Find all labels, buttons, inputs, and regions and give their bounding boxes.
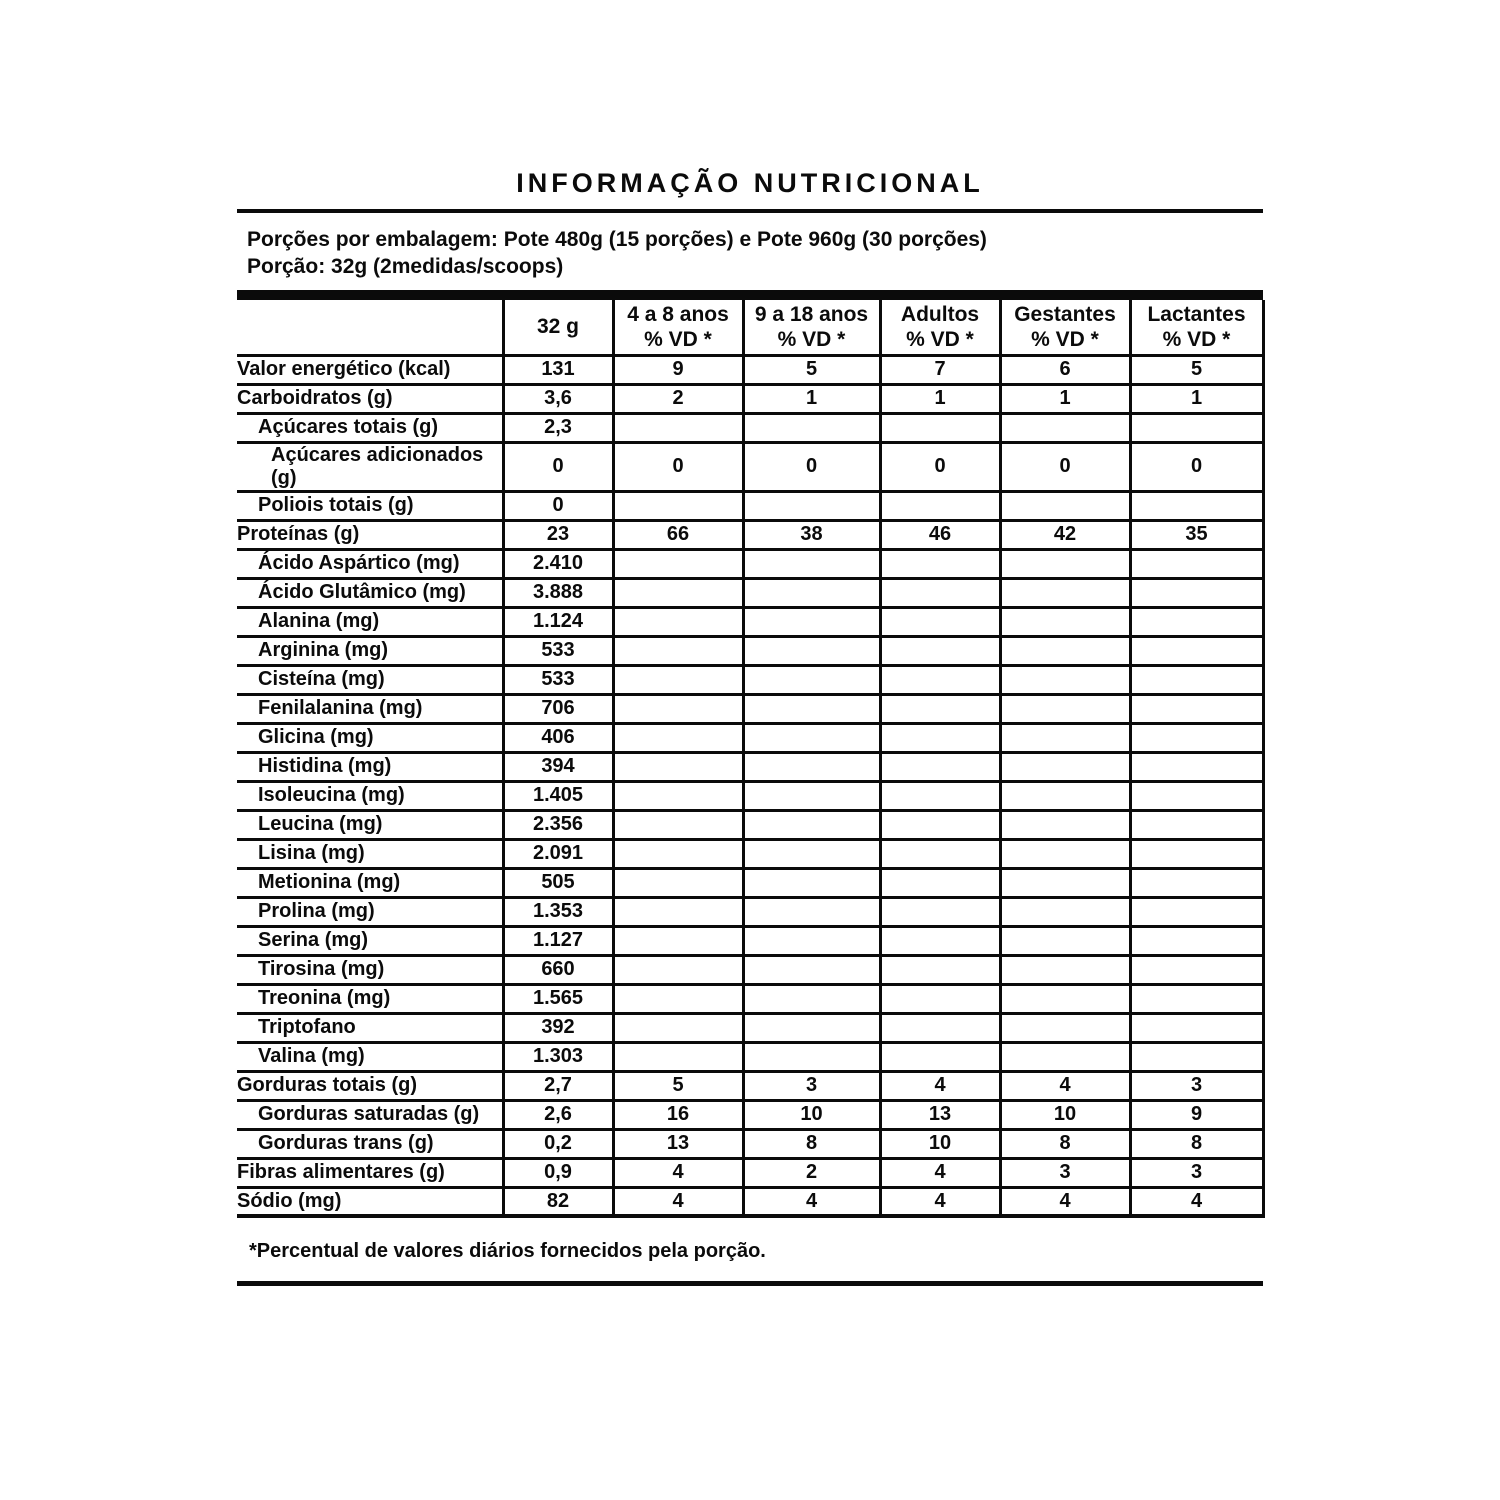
column-header-subtext: % VD * (1162, 327, 1231, 351)
column-header-text: Adultos (900, 302, 980, 326)
row-label: Gorduras saturadas (g) (237, 1100, 503, 1129)
row-label: Cisteína (mg) (237, 665, 503, 694)
value-cell: 0,2 (503, 1129, 613, 1158)
value-cell (613, 839, 743, 868)
value-cell: 82 (503, 1187, 613, 1216)
table-row (237, 781, 1263, 810)
value-cell (1000, 491, 1130, 520)
column-header-adultos (880, 300, 1000, 355)
value-cell (1000, 549, 1130, 578)
value-cell: 2,7 (503, 1071, 613, 1100)
value-cell (1130, 868, 1263, 897)
value-cell (743, 1013, 880, 1042)
value-cell: 660 (503, 955, 613, 984)
value-cell (1000, 413, 1130, 442)
value-cell: 9 (613, 355, 743, 384)
table-row (237, 1042, 1263, 1071)
value-cell: 35 (1130, 520, 1263, 549)
table-row (237, 1187, 1263, 1216)
table-row (237, 665, 1263, 694)
value-cell (613, 926, 743, 955)
value-cell (743, 955, 880, 984)
value-cell (880, 694, 1000, 723)
value-cell (880, 868, 1000, 897)
value-cell (613, 868, 743, 897)
value-cell (880, 491, 1000, 520)
table-row (237, 897, 1263, 926)
value-cell (880, 665, 1000, 694)
value-cell: 1 (880, 384, 1000, 413)
value-cell (1130, 955, 1263, 984)
value-cell (743, 810, 880, 839)
row-label: Carboidratos (g) (237, 384, 503, 413)
value-cell: 1 (1000, 384, 1130, 413)
value-cell: 2,3 (503, 413, 613, 442)
column-header-text: Gestantes (1014, 302, 1116, 326)
value-cell: 406 (503, 723, 613, 752)
column-header-label (237, 300, 503, 355)
value-cell (1000, 1013, 1130, 1042)
column-header-subtext: % VD * (777, 327, 846, 351)
footnote: *Percentual de valores diários fornecidos pela porção. (249, 1240, 766, 1262)
row-label: Triptofano (237, 1013, 503, 1042)
value-cell (613, 984, 743, 1013)
row-label: Fenilalanina (mg) (237, 694, 503, 723)
value-cell: 1.127 (503, 926, 613, 955)
value-cell (1000, 607, 1130, 636)
value-cell (880, 578, 1000, 607)
value-cell (743, 578, 880, 607)
value-cell: 4 (1130, 1187, 1263, 1216)
value-cell: 1.405 (503, 781, 613, 810)
value-cell: 3 (1130, 1071, 1263, 1100)
value-cell: 2.356 (503, 810, 613, 839)
row-label: Valina (mg) (237, 1042, 503, 1071)
value-cell (743, 694, 880, 723)
value-cell (743, 491, 880, 520)
value-cell: 5 (743, 355, 880, 384)
value-cell (1000, 694, 1130, 723)
table-row (237, 1100, 1263, 1129)
value-cell (880, 984, 1000, 1013)
value-cell (613, 897, 743, 926)
nutrition-table (237, 300, 1265, 1218)
value-cell: 0 (880, 442, 1000, 491)
bottom-divider (237, 1281, 1263, 1286)
table-row (237, 752, 1263, 781)
value-cell (1130, 578, 1263, 607)
value-cell: 7 (880, 355, 1000, 384)
value-cell: 505 (503, 868, 613, 897)
value-cell (1000, 1042, 1130, 1071)
table-row (237, 491, 1263, 520)
column-header-4-8-anos (613, 300, 743, 355)
table-row (237, 1129, 1263, 1158)
column-header-text: 9 a 18 anos (754, 302, 869, 326)
value-cell (613, 810, 743, 839)
value-cell: 4 (743, 1187, 880, 1216)
table-row (237, 413, 1263, 442)
value-cell (743, 549, 880, 578)
value-cell (1000, 636, 1130, 665)
table-row (237, 984, 1263, 1013)
value-cell (880, 752, 1000, 781)
value-cell (613, 549, 743, 578)
row-label: Leucina (mg) (237, 810, 503, 839)
value-cell: 1.124 (503, 607, 613, 636)
value-cell (880, 636, 1000, 665)
value-cell (743, 413, 880, 442)
value-cell (1130, 491, 1263, 520)
value-cell (1130, 1013, 1263, 1042)
value-cell: 38 (743, 520, 880, 549)
column-header-text: Lactantes (1147, 302, 1246, 326)
value-cell (743, 897, 880, 926)
value-cell: 8 (1130, 1129, 1263, 1158)
value-cell (743, 1042, 880, 1071)
value-cell: 2,6 (503, 1100, 613, 1129)
value-cell: 2 (613, 384, 743, 413)
column-header-lactantes (1130, 300, 1263, 355)
value-cell (1000, 723, 1130, 752)
row-label: Açúcares totais (g) (237, 413, 503, 442)
value-cell: 4 (613, 1187, 743, 1216)
value-cell: 13 (613, 1129, 743, 1158)
value-cell (880, 926, 1000, 955)
row-label: Gorduras trans (g) (237, 1129, 503, 1158)
value-cell (1130, 781, 1263, 810)
column-header-serving (503, 300, 613, 355)
table-row (237, 520, 1263, 549)
table-row (237, 810, 1263, 839)
value-cell: 2.410 (503, 549, 613, 578)
value-cell (1130, 1042, 1263, 1071)
value-cell: 5 (613, 1071, 743, 1100)
value-cell: 3 (743, 1071, 880, 1100)
value-cell: 0 (503, 442, 613, 491)
value-cell (880, 413, 1000, 442)
table-row (237, 549, 1263, 578)
value-cell (743, 839, 880, 868)
value-cell (743, 984, 880, 1013)
table-row (237, 926, 1263, 955)
value-cell: 13 (880, 1100, 1000, 1129)
value-cell: 2 (743, 1158, 880, 1187)
value-cell: 10 (743, 1100, 880, 1129)
value-cell (880, 810, 1000, 839)
value-cell: 0 (1000, 442, 1130, 491)
value-cell (743, 781, 880, 810)
value-cell (613, 665, 743, 694)
value-cell (613, 636, 743, 665)
value-cell (880, 955, 1000, 984)
value-cell: 1.353 (503, 897, 613, 926)
value-cell (743, 607, 880, 636)
value-cell: 1 (743, 384, 880, 413)
page-title: INFORMAÇÃO NUTRICIONAL (516, 168, 984, 198)
value-cell (613, 694, 743, 723)
servings-line-1: Porções por embalagem: Pote 480g (15 porções) e Pote 960g (30 porções) (247, 228, 987, 251)
value-cell: 66 (613, 520, 743, 549)
value-cell (1000, 578, 1130, 607)
table-row (237, 955, 1263, 984)
value-cell: 0,9 (503, 1158, 613, 1187)
value-cell (880, 897, 1000, 926)
value-cell (1000, 752, 1130, 781)
table-header-row (237, 300, 1263, 355)
value-cell: 131 (503, 355, 613, 384)
value-cell (1130, 636, 1263, 665)
row-label: Gorduras totais (g) (237, 1071, 503, 1100)
value-cell: 8 (743, 1129, 880, 1158)
value-cell: 0 (503, 491, 613, 520)
table-row (237, 868, 1263, 897)
servings-line-2: Porção: 32g (2medidas/scoops) (247, 255, 564, 278)
value-cell (1130, 984, 1263, 1013)
value-cell (613, 607, 743, 636)
column-header-subtext: % VD * (1031, 327, 1099, 351)
value-cell: 42 (1000, 520, 1130, 549)
value-cell (743, 723, 880, 752)
value-cell: 16 (613, 1100, 743, 1129)
value-cell (743, 752, 880, 781)
row-label: Metionina (mg) (237, 868, 503, 897)
value-cell: 4 (880, 1071, 1000, 1100)
row-label: Sódio (mg) (237, 1187, 503, 1216)
value-cell: 3 (1130, 1158, 1263, 1187)
column-header-9-18-anos (743, 300, 880, 355)
row-label: Serina (mg) (237, 926, 503, 955)
row-label: Açúcares adicionados (g) (237, 442, 503, 491)
value-cell (613, 752, 743, 781)
value-cell (1130, 694, 1263, 723)
table-row (237, 384, 1263, 413)
value-cell (613, 413, 743, 442)
value-cell (880, 1013, 1000, 1042)
value-cell: 10 (880, 1129, 1000, 1158)
column-header-gestantes (1000, 300, 1130, 355)
value-cell: 4 (613, 1158, 743, 1187)
row-label: Glicina (mg) (237, 723, 503, 752)
row-label: Poliois totais (g) (237, 491, 503, 520)
table-top-bar (237, 290, 1263, 300)
table-row (237, 442, 1263, 491)
row-label: Proteínas (g) (237, 520, 503, 549)
value-cell: 1 (1130, 384, 1263, 413)
row-label: Fibras alimentares (g) (237, 1158, 503, 1187)
value-cell: 9 (1130, 1100, 1263, 1129)
value-cell (1000, 810, 1130, 839)
value-cell: 0 (743, 442, 880, 491)
value-cell: 3 (1000, 1158, 1130, 1187)
value-cell (613, 578, 743, 607)
value-cell: 5 (1130, 355, 1263, 384)
row-label: Arginina (mg) (237, 636, 503, 665)
value-cell: 0 (613, 442, 743, 491)
row-label: Treonina (mg) (237, 984, 503, 1013)
value-cell (880, 607, 1000, 636)
value-cell (1000, 955, 1130, 984)
value-cell: 46 (880, 520, 1000, 549)
value-cell (613, 781, 743, 810)
value-cell (1130, 752, 1263, 781)
row-label: Histidina (mg) (237, 752, 503, 781)
value-cell (1130, 413, 1263, 442)
value-cell (880, 839, 1000, 868)
column-header-subtext: % VD * (644, 327, 712, 351)
value-cell (1000, 868, 1130, 897)
table-row (237, 723, 1263, 752)
row-label: Alanina (mg) (237, 607, 503, 636)
table-row (237, 607, 1263, 636)
row-label: Prolina (mg) (237, 897, 503, 926)
row-label: Ácido Glutâmico (mg) (237, 578, 503, 607)
value-cell (880, 723, 1000, 752)
row-label: Isoleucina (mg) (237, 781, 503, 810)
table-row (237, 1071, 1263, 1100)
value-cell: 533 (503, 665, 613, 694)
row-label: Tirosina (mg) (237, 955, 503, 984)
column-header-subtext: % VD * (906, 327, 974, 351)
value-cell (613, 491, 743, 520)
value-cell: 8 (1000, 1129, 1130, 1158)
value-cell (613, 1013, 743, 1042)
value-cell: 10 (1000, 1100, 1130, 1129)
value-cell (743, 665, 880, 694)
value-cell (1000, 984, 1130, 1013)
value-cell (880, 1042, 1000, 1071)
value-cell (880, 781, 1000, 810)
value-cell (743, 926, 880, 955)
value-cell (1000, 781, 1130, 810)
row-label: Valor energético (kcal) (237, 355, 503, 384)
value-cell: 0 (1130, 442, 1263, 491)
value-cell: 394 (503, 752, 613, 781)
column-header-text: 4 a 8 anos (627, 302, 729, 326)
value-cell (1130, 926, 1263, 955)
value-cell (743, 636, 880, 665)
value-cell (1000, 665, 1130, 694)
table-row (237, 694, 1263, 723)
value-cell: 4 (880, 1187, 1000, 1216)
value-cell (1130, 897, 1263, 926)
value-cell (880, 549, 1000, 578)
value-cell: 1.565 (503, 984, 613, 1013)
table-row (237, 636, 1263, 665)
value-cell (613, 1042, 743, 1071)
value-cell: 6 (1000, 355, 1130, 384)
value-cell (743, 868, 880, 897)
value-cell: 3,6 (503, 384, 613, 413)
row-label: Ácido Aspártico (mg) (237, 549, 503, 578)
nutrition-table-body (237, 355, 1263, 1216)
nutrition-label (237, 168, 1263, 1286)
value-cell: 2.091 (503, 839, 613, 868)
value-cell: 3.888 (503, 578, 613, 607)
table-row (237, 578, 1263, 607)
value-cell: 533 (503, 636, 613, 665)
table-row (237, 839, 1263, 868)
value-cell: 4 (1000, 1071, 1130, 1100)
value-cell (1130, 665, 1263, 694)
value-cell (1130, 839, 1263, 868)
value-cell (1130, 607, 1263, 636)
column-header-text: 32 g (536, 315, 580, 339)
value-cell (1130, 810, 1263, 839)
table-row (237, 355, 1263, 384)
value-cell (1000, 897, 1130, 926)
value-cell: 1.303 (503, 1042, 613, 1071)
value-cell (1130, 549, 1263, 578)
row-label: Lisina (mg) (237, 839, 503, 868)
servings-info (237, 213, 1263, 290)
table-row (237, 1013, 1263, 1042)
value-cell: 4 (1000, 1187, 1130, 1216)
value-cell (1130, 723, 1263, 752)
value-cell (1000, 926, 1130, 955)
value-cell: 706 (503, 694, 613, 723)
value-cell (613, 955, 743, 984)
table-row (237, 1158, 1263, 1187)
value-cell: 4 (880, 1158, 1000, 1187)
value-cell: 23 (503, 520, 613, 549)
value-cell: 392 (503, 1013, 613, 1042)
value-cell (613, 723, 743, 752)
value-cell (1000, 839, 1130, 868)
